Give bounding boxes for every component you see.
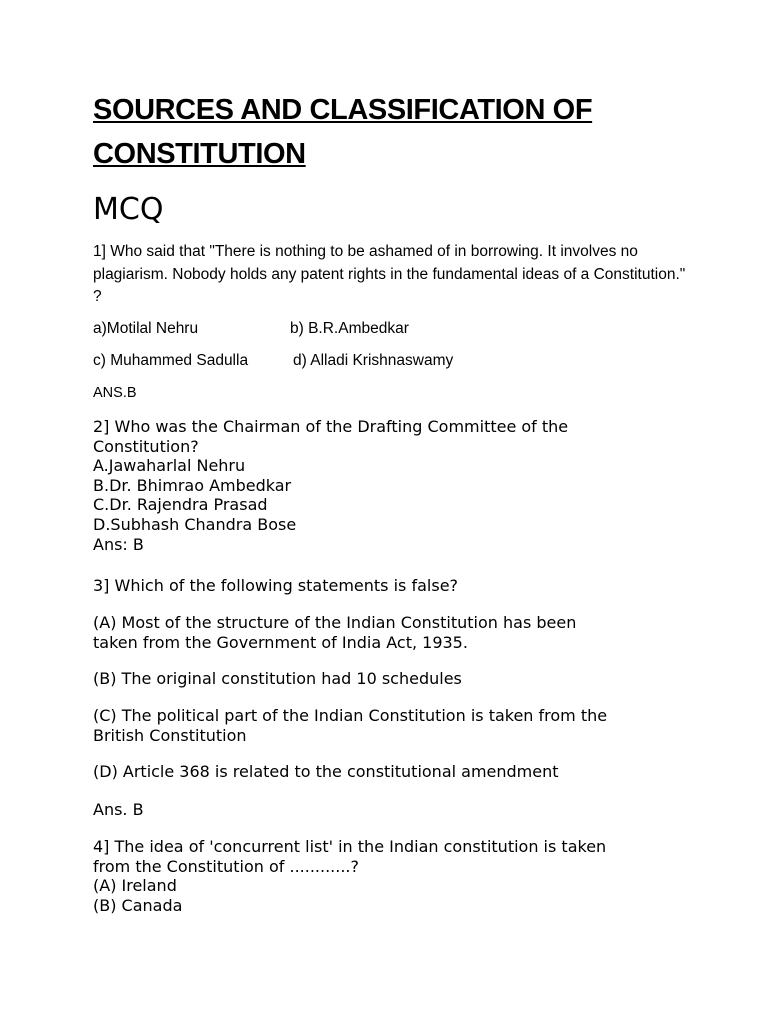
question-4	[93, 837, 606, 915]
question-2-option-d: D.Subhash Chandra Bose	[93, 514, 297, 534]
question-2-option-a: A.Jawaharlal Nehru	[93, 456, 246, 476]
question-2-text-line-1: 2] Who was the Chairman of the Drafting Committee of the	[93, 417, 569, 436]
question-3-option-a-line-1: (A) Most of the structure of the Indian Constitution has been	[93, 613, 577, 632]
question-4-text-line-2: from the Constitution of ............?	[93, 856, 359, 876]
question-1-option-b: b) B.R.Ambedkar	[290, 320, 409, 337]
question-1-answer: ANS.B	[93, 385, 137, 401]
question-1-option-d: d) Alladi Krishnaswamy	[293, 352, 454, 369]
question-2	[93, 417, 568, 554]
question-2-text-line-2: Constitution?	[93, 436, 199, 456]
question-2-option-c: C.Dr. Rajendra Prasad	[93, 495, 268, 515]
question-3-option-a	[93, 613, 576, 652]
question-2-answer: Ans: B	[93, 534, 144, 554]
question-3-option-d: (D) Article 368 is related to the constitutional amendment	[93, 762, 559, 781]
question-4-text-line-1: 4] The idea of 'concurrent list' in the Indian constitution is taken	[93, 837, 607, 856]
question-2-option-b: B.Dr. Bhimrao Ambedkar	[93, 475, 292, 495]
question-3-option-c	[93, 706, 607, 745]
question-1-option-a: a)Motilal Nehru	[93, 320, 199, 337]
question-3-option-c-line-1: (C) The political part of the Indian Constitution is taken from the	[93, 706, 608, 725]
question-1	[93, 241, 693, 309]
page-title-line-1: SOURCES AND CLASSIFICATION OF	[93, 94, 593, 126]
question-3-option-c-line-2: British Constitution	[93, 725, 247, 745]
question-4-option-a: (A) Ireland	[93, 876, 177, 896]
question-3-text: 3] Which of the following statements is false?	[93, 576, 459, 595]
question-3-answer: Ans. B	[93, 800, 144, 819]
question-1-text: ] Who said that "There is nothing to be ashamed of in borrowing. It involves no plagiarism. Nobody holds any patent rights in the fundamental ideas of a Constitution." ?	[93, 243, 686, 305]
page-title-line-2: CONSTITUTION	[93, 138, 306, 170]
question-4-option-b: (B) Canada	[93, 895, 183, 915]
question-3-option-a-line-2: taken from the Government of India Act, 1935.	[93, 632, 468, 652]
section-heading-mcq: MCQ	[93, 192, 164, 227]
question-1-number: 1	[93, 243, 102, 260]
question-3-option-b: (B) The original constitution had 10 schedules	[93, 669, 462, 688]
question-1-option-c: c) Muhammed Sadulla	[93, 352, 249, 369]
